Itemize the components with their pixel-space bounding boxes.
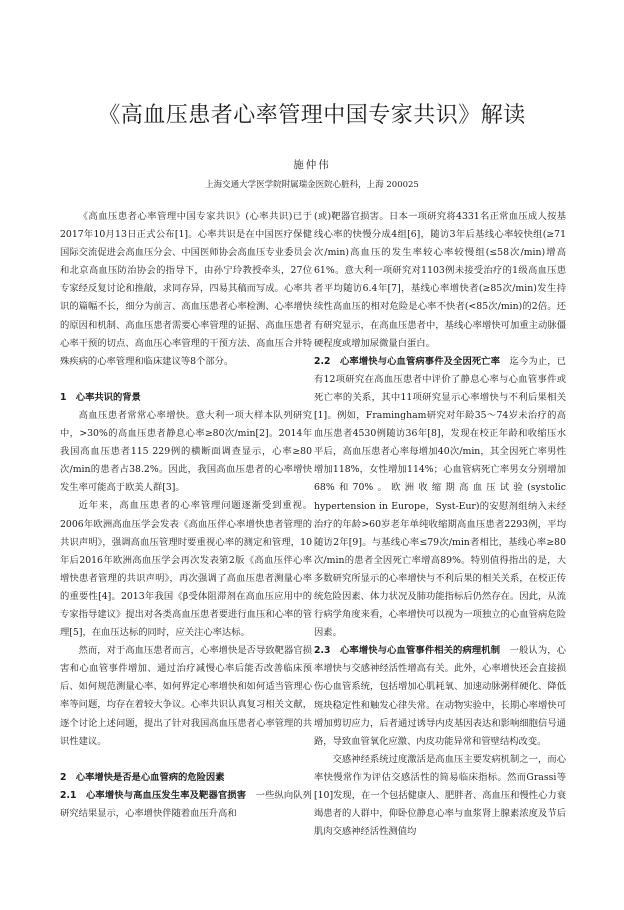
- subsection-2-2-heading: 2.2 心率增快与心血管病事件及全因死亡率: [314, 355, 501, 367]
- intro-paragraph: 《高血压患者心率管理中国专家共识》(心率共识)已于2017年10月13日正式公布[1]。心率共识是在中国医疗保健国际交流促进会高血压分会、中国医师协会高血压专业委员会和北京高血压防治协会的指导下，由孙宁玲教授牵头，27位专家经反复讨论和推敲，求同存异，四易其稿而写成。心率共识的篇幅不长，细分为前言、高血压患者心率检测、心率增快的原因和机制、高血压患者需要心率管理的证据、高血压患者心率干预的切点、高血压心率管理的干预方法、高血压合并特殊疾病的心率管理和临床建议等8个部分。: [60, 211, 312, 367]
- body-paragraph: 交感神经系统过度激活是高血压主要发病机制之一，而心率快慢常作为评估交感活性的简易临床指标。然而Grassi等[10]发现，在一个包括健康人、肥胖者、高血压和慢性心力衰竭患者的人群中，仰卧位静息心率与血浆肾上腺素浓度及节后肌肉交感神经活性测值均: [314, 753, 566, 838]
- body-paragraph: (或)靶器官损害。日本一项研究将4331名正常血压成人按基线心率的快慢分成4组[6]，随访3年后基线心率较快组(≥71次/min)高血压的发生率较心率较慢组(≤58次/min)增高61%。意大利一项研究对1103例未接受治疗的1级高血压患者平均随访6.4年[7]，基线心率增快者(≥85次/min)发生持续性高血压的相对危险是心率不快者(<85次/min)的2倍。还有研究显示，在高血压患者中，基线心率增快可加重主动脉僵硬程度或增加尿微量白蛋白。: [314, 211, 566, 349]
- subsection-2-2-text: 迄今为止，已有12项研究在高血压患者中评价了静息心率与心血管事件或死亡率的关系，其中11项研究显示心率增快与不利后果相关[1]。例如，Framingham研究对年龄35～74岁未治疗的高血压患者4530例随访36年[8]，发现在校正年龄和收缩压水平后，高血压患者心率每增加40次/min，其全因死亡率男性增加118%，女性增加114%；心血管病死亡率男女分别增加68%和70%。欧洲收缩期高血压试验(systolic hypertension in Europe，Syst-Eur)的安慰剂组纳入未经治疗的年龄>60岁老年单纯收缩期高血压患者2293例，平均随访2年[9]。与基线心率≤79次/min者相比，基线心率≥80次/min的患者全因死亡率增高89%。特别值得指出的是，大多数研究所显示的心率增快与不利后果的相关关系，在校正传统危险因素、体力状况及肺功能指标后仍然存在。因此，从流行病学角度来看，心率增快可以视为一项独立的心血管病危险因素。: [314, 355, 566, 639]
- subsection-2-1-heading: 2.1 心率增快与高血压发生率及靶器官损害: [60, 789, 247, 801]
- left-column: [60, 208, 312, 823]
- section-1-heading: 1 心率共识的背景: [60, 391, 141, 403]
- subsection-2-3-text: 一般认为，心率增快与交感神经活性增高有关。此外，心率增快还会直接损伤心血管系统，包括增加心肌耗氧、加速动脉粥样硬化、降低斑块稳定性和触发心律失常。在动物实验中，长期心率增快可增加剪切应力，后者通过诱导内皮基因表达和影响细胞信号通路，导致血管氧化应激、内皮功能异常和管壁结构改变。: [314, 645, 566, 747]
- article-title: 《高血压患者心率管理中国专家共识》解读: [98, 103, 526, 128]
- subsection-2-3-heading: 2.3 心率增快与心血管事件相关的病理机制: [314, 645, 501, 657]
- right-column: [314, 208, 566, 841]
- subsection-2-1-text: 一些纵向队列研究结果显示，心率增快伴随着血压升高和: [60, 789, 312, 819]
- body-paragraph: 高血压患者常常心率增快。意大利一项大样本队列研究中，>30%的高血压患者静息心率≥80次/min[2]。2014年我国高血压患者115 229例的横断面调查显示，心率≥80次/min的患者占38.2%。因此，我国高血压患者的心率增快发生率可能高于欧美人群[3]。: [60, 409, 312, 494]
- section-2-heading: 2 心率增快是否是心血管病的危险因素: [60, 771, 225, 783]
- body-paragraph: 近年来，高血压患者的心率管理问题逐渐受到重视。2006年欧洲高血压学会发表《高血压伴心率增快患者管理的共识声明》，强调高血压管理时要重视心率的测定和管理，10年后2016年欧洲高血压学会再次发表第2版《高血压伴心率增快患者管理的共识声明》，再次强调了高血压患者测量心率的重要性[4]。2013年我国《β受体阻滞剂在高血压应用中的专家指导建议》提出对各类高血压患者要进行血压和心率的管理[5]，在血压达标的同时，应关注心率达标。: [60, 500, 312, 639]
- body-paragraph: 然而，对于高血压患者而言，心率增快是否导致靶器官损害和心血管事件增加、通过治疗减慢心率后能否改善临床预后、如何规范测量心率、如何界定心率增快和如何适当管理心率等问题，均存在着较大争议。心率共识认真复习相关文献，逐个讨论上述问题，提出了针对我国高血压患者心率管理的共识性建议。: [60, 645, 312, 747]
- author-affiliation: 上海交通大学医学院附属瑞金医院心脏科，上海 200025: [205, 180, 419, 190]
- author-name: 施仲伟: [293, 159, 331, 171]
